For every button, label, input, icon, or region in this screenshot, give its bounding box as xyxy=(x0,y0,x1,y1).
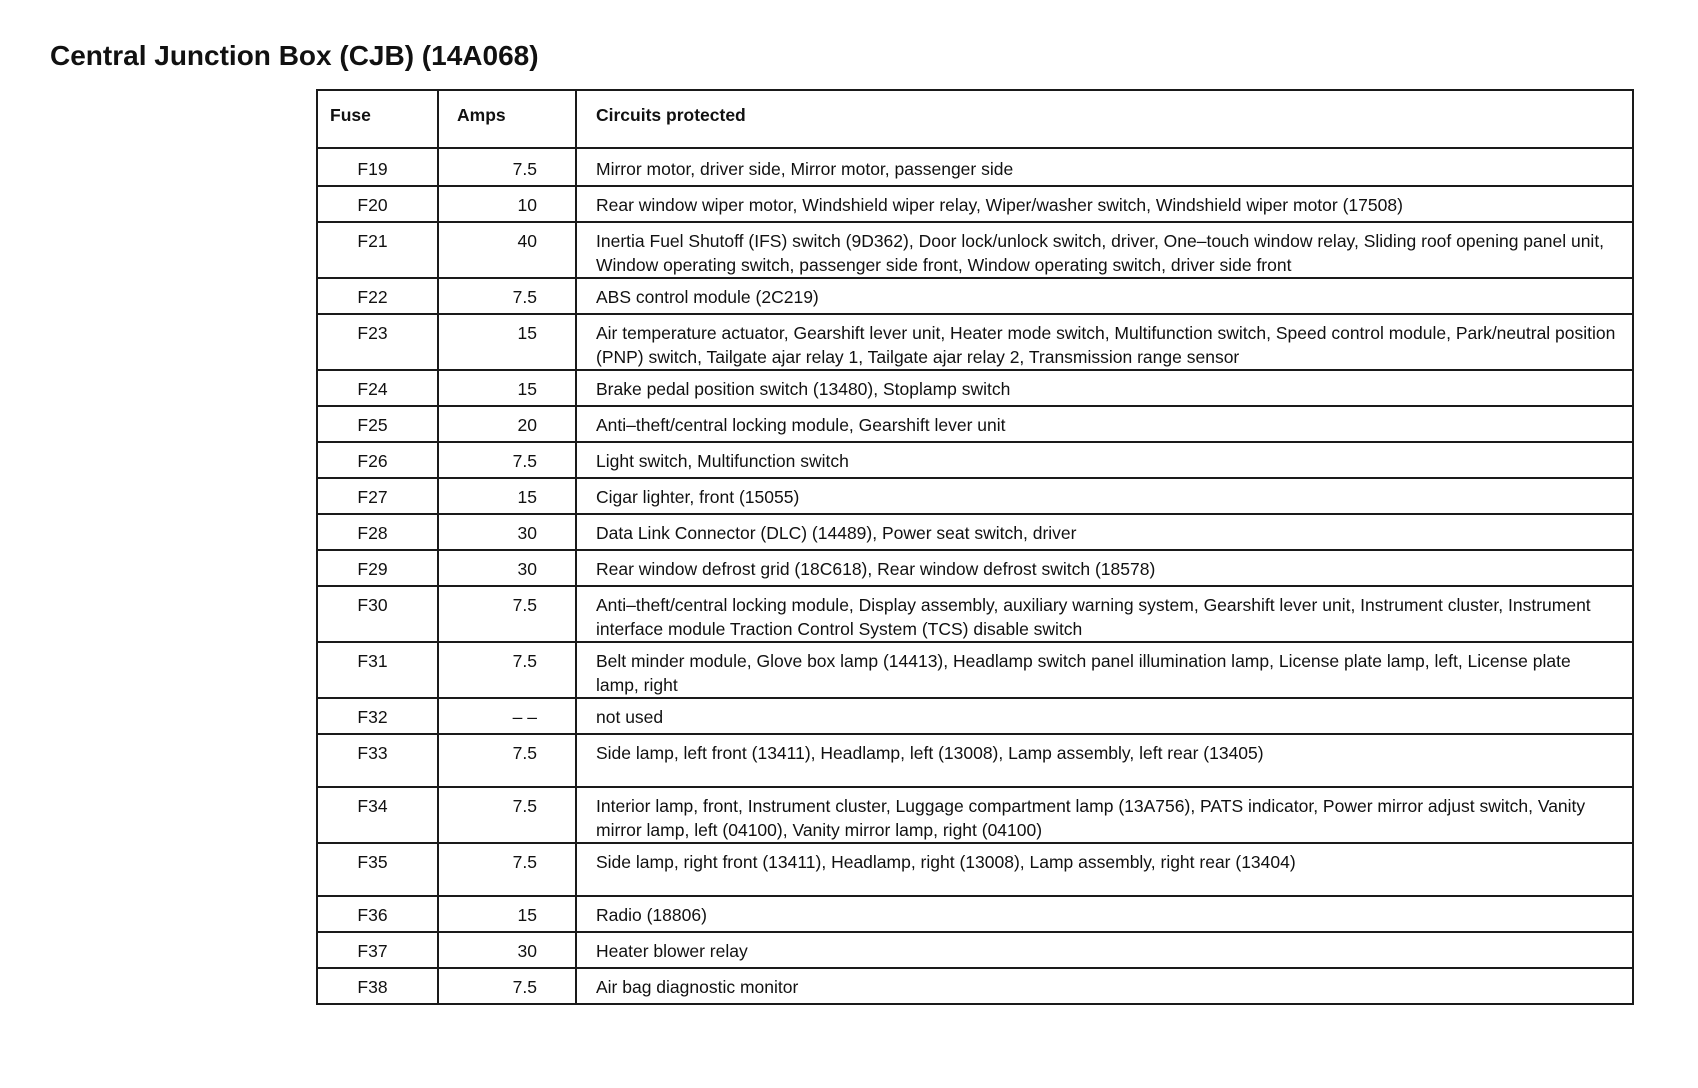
amps-cell: 15 xyxy=(438,370,576,406)
table-row xyxy=(317,896,1633,932)
table-row xyxy=(317,148,1633,186)
fuse-cell: F33 xyxy=(317,734,438,787)
table-row xyxy=(317,314,1633,370)
amps-cell: 15 xyxy=(438,896,576,932)
fuse-cell: F35 xyxy=(317,843,438,896)
amps-cell: 7.5 xyxy=(438,787,576,843)
amps-cell: 7.5 xyxy=(438,278,576,314)
fuse-cell: F37 xyxy=(317,932,438,968)
fuse-cell: F22 xyxy=(317,278,438,314)
table-row xyxy=(317,734,1633,787)
table-row xyxy=(317,787,1633,843)
table-row xyxy=(317,843,1633,896)
table-row xyxy=(317,932,1633,968)
amps-cell: 10 xyxy=(438,186,576,222)
circuits-cell: not used xyxy=(576,698,1633,734)
circuits-cell: Anti–theft/central locking module, Display assembly, auxiliary warning system, Gearshift lever unit, Instrument cluster, Instrument interface module Traction Control System (TCS) disable switch xyxy=(576,586,1633,642)
amps-cell: 30 xyxy=(438,514,576,550)
circuits-cell: Interior lamp, front, Instrument cluster, Luggage compartment lamp (13A756), PATS indicator, Power mirror adjust switch, Vanity mirror lamp, left (04100), Vanity mirror lamp, right (04100) xyxy=(576,787,1633,843)
circuits-cell: Rear window wiper motor, Windshield wiper relay, Wiper/washer switch, Windshield wiper motor (17508) xyxy=(576,186,1633,222)
table-row xyxy=(317,968,1633,1004)
fuse-cell: F29 xyxy=(317,550,438,586)
circuits-cell: Belt minder module, Glove box lamp (14413), Headlamp switch panel illumination lamp, License plate lamp, left, License plate lamp, right xyxy=(576,642,1633,698)
table-row xyxy=(317,186,1633,222)
table-row xyxy=(317,550,1633,586)
page-title: Central Junction Box (CJB) (14A068) xyxy=(50,40,539,71)
fuse-cell: F30 xyxy=(317,586,438,642)
circuits-cell: Light switch, Multifunction switch xyxy=(576,442,1633,478)
circuits-cell: Side lamp, right front (13411), Headlamp, right (13008), Lamp assembly, right rear (13404) xyxy=(576,843,1633,896)
fuse-cell: F27 xyxy=(317,478,438,514)
table-row xyxy=(317,478,1633,514)
fuse-cell: F25 xyxy=(317,406,438,442)
amps-cell: 15 xyxy=(438,314,576,370)
table-row xyxy=(317,514,1633,550)
amps-cell: 30 xyxy=(438,932,576,968)
amps-cell: 7.5 xyxy=(438,642,576,698)
fuse-cell: F34 xyxy=(317,787,438,843)
amps-cell: 30 xyxy=(438,550,576,586)
fuse-cell: F20 xyxy=(317,186,438,222)
fuse-cell: F21 xyxy=(317,222,438,278)
amps-cell: 7.5 xyxy=(438,442,576,478)
circuits-cell: Heater blower relay xyxy=(576,932,1633,968)
amps-cell: 7.5 xyxy=(438,586,576,642)
circuits-cell: Inertia Fuel Shutoff (IFS) switch (9D362), Door lock/unlock switch, driver, One–touch window relay, Sliding roof opening panel unit, Window operating switch, passenger side front, Window operating switch, driver side front xyxy=(576,222,1633,278)
circuits-cell: Cigar lighter, front (15055) xyxy=(576,478,1633,514)
circuits-cell: Air bag diagnostic monitor xyxy=(576,968,1633,1004)
fuse-cell: F24 xyxy=(317,370,438,406)
header-amps: Amps xyxy=(438,90,576,148)
amps-cell: 7.5 xyxy=(438,843,576,896)
amps-cell: 15 xyxy=(438,478,576,514)
fuse-cell: F31 xyxy=(317,642,438,698)
table-row xyxy=(317,406,1633,442)
fuse-cell: F19 xyxy=(317,148,438,186)
table-header-row xyxy=(317,90,1633,148)
circuits-cell: Rear window defrost grid (18C618), Rear window defrost switch (18578) xyxy=(576,550,1633,586)
fuse-cell: F38 xyxy=(317,968,438,1004)
header-fuse: Fuse xyxy=(317,90,438,148)
fuse-cell: F23 xyxy=(317,314,438,370)
circuits-cell: Radio (18806) xyxy=(576,896,1633,932)
amps-cell: 20 xyxy=(438,406,576,442)
table-row xyxy=(317,642,1633,698)
fuse-cell: F32 xyxy=(317,698,438,734)
circuits-cell: Side lamp, left front (13411), Headlamp, left (13008), Lamp assembly, left rear (13405) xyxy=(576,734,1633,787)
table-row xyxy=(317,222,1633,278)
table-row xyxy=(317,586,1633,642)
header-circuits: Circuits protected xyxy=(576,90,1633,148)
amps-cell: 40 xyxy=(438,222,576,278)
circuits-cell: Brake pedal position switch (13480), Stoplamp switch xyxy=(576,370,1633,406)
amps-cell: – – xyxy=(438,698,576,734)
fuse-table xyxy=(316,89,1634,1005)
circuits-cell: Anti–theft/central locking module, Gearshift lever unit xyxy=(576,406,1633,442)
circuits-cell: Data Link Connector (DLC) (14489), Power seat switch, driver xyxy=(576,514,1633,550)
table-row xyxy=(317,370,1633,406)
amps-cell: 7.5 xyxy=(438,734,576,787)
circuits-cell: ABS control module (2C219) xyxy=(576,278,1633,314)
fuse-cell: F36 xyxy=(317,896,438,932)
circuits-cell: Air temperature actuator, Gearshift lever unit, Heater mode switch, Multifunction switch, Speed control module, Park/neutral position (PNP) switch, Tailgate ajar relay 1, Tailgate ajar relay 2, Transmission range sensor xyxy=(576,314,1633,370)
amps-cell: 7.5 xyxy=(438,148,576,186)
table-row xyxy=(317,278,1633,314)
fuse-cell: F26 xyxy=(317,442,438,478)
table-row xyxy=(317,442,1633,478)
amps-cell: 7.5 xyxy=(438,968,576,1004)
table-row xyxy=(317,698,1633,734)
circuits-cell: Mirror motor, driver side, Mirror motor, passenger side xyxy=(576,148,1633,186)
fuse-cell: F28 xyxy=(317,514,438,550)
